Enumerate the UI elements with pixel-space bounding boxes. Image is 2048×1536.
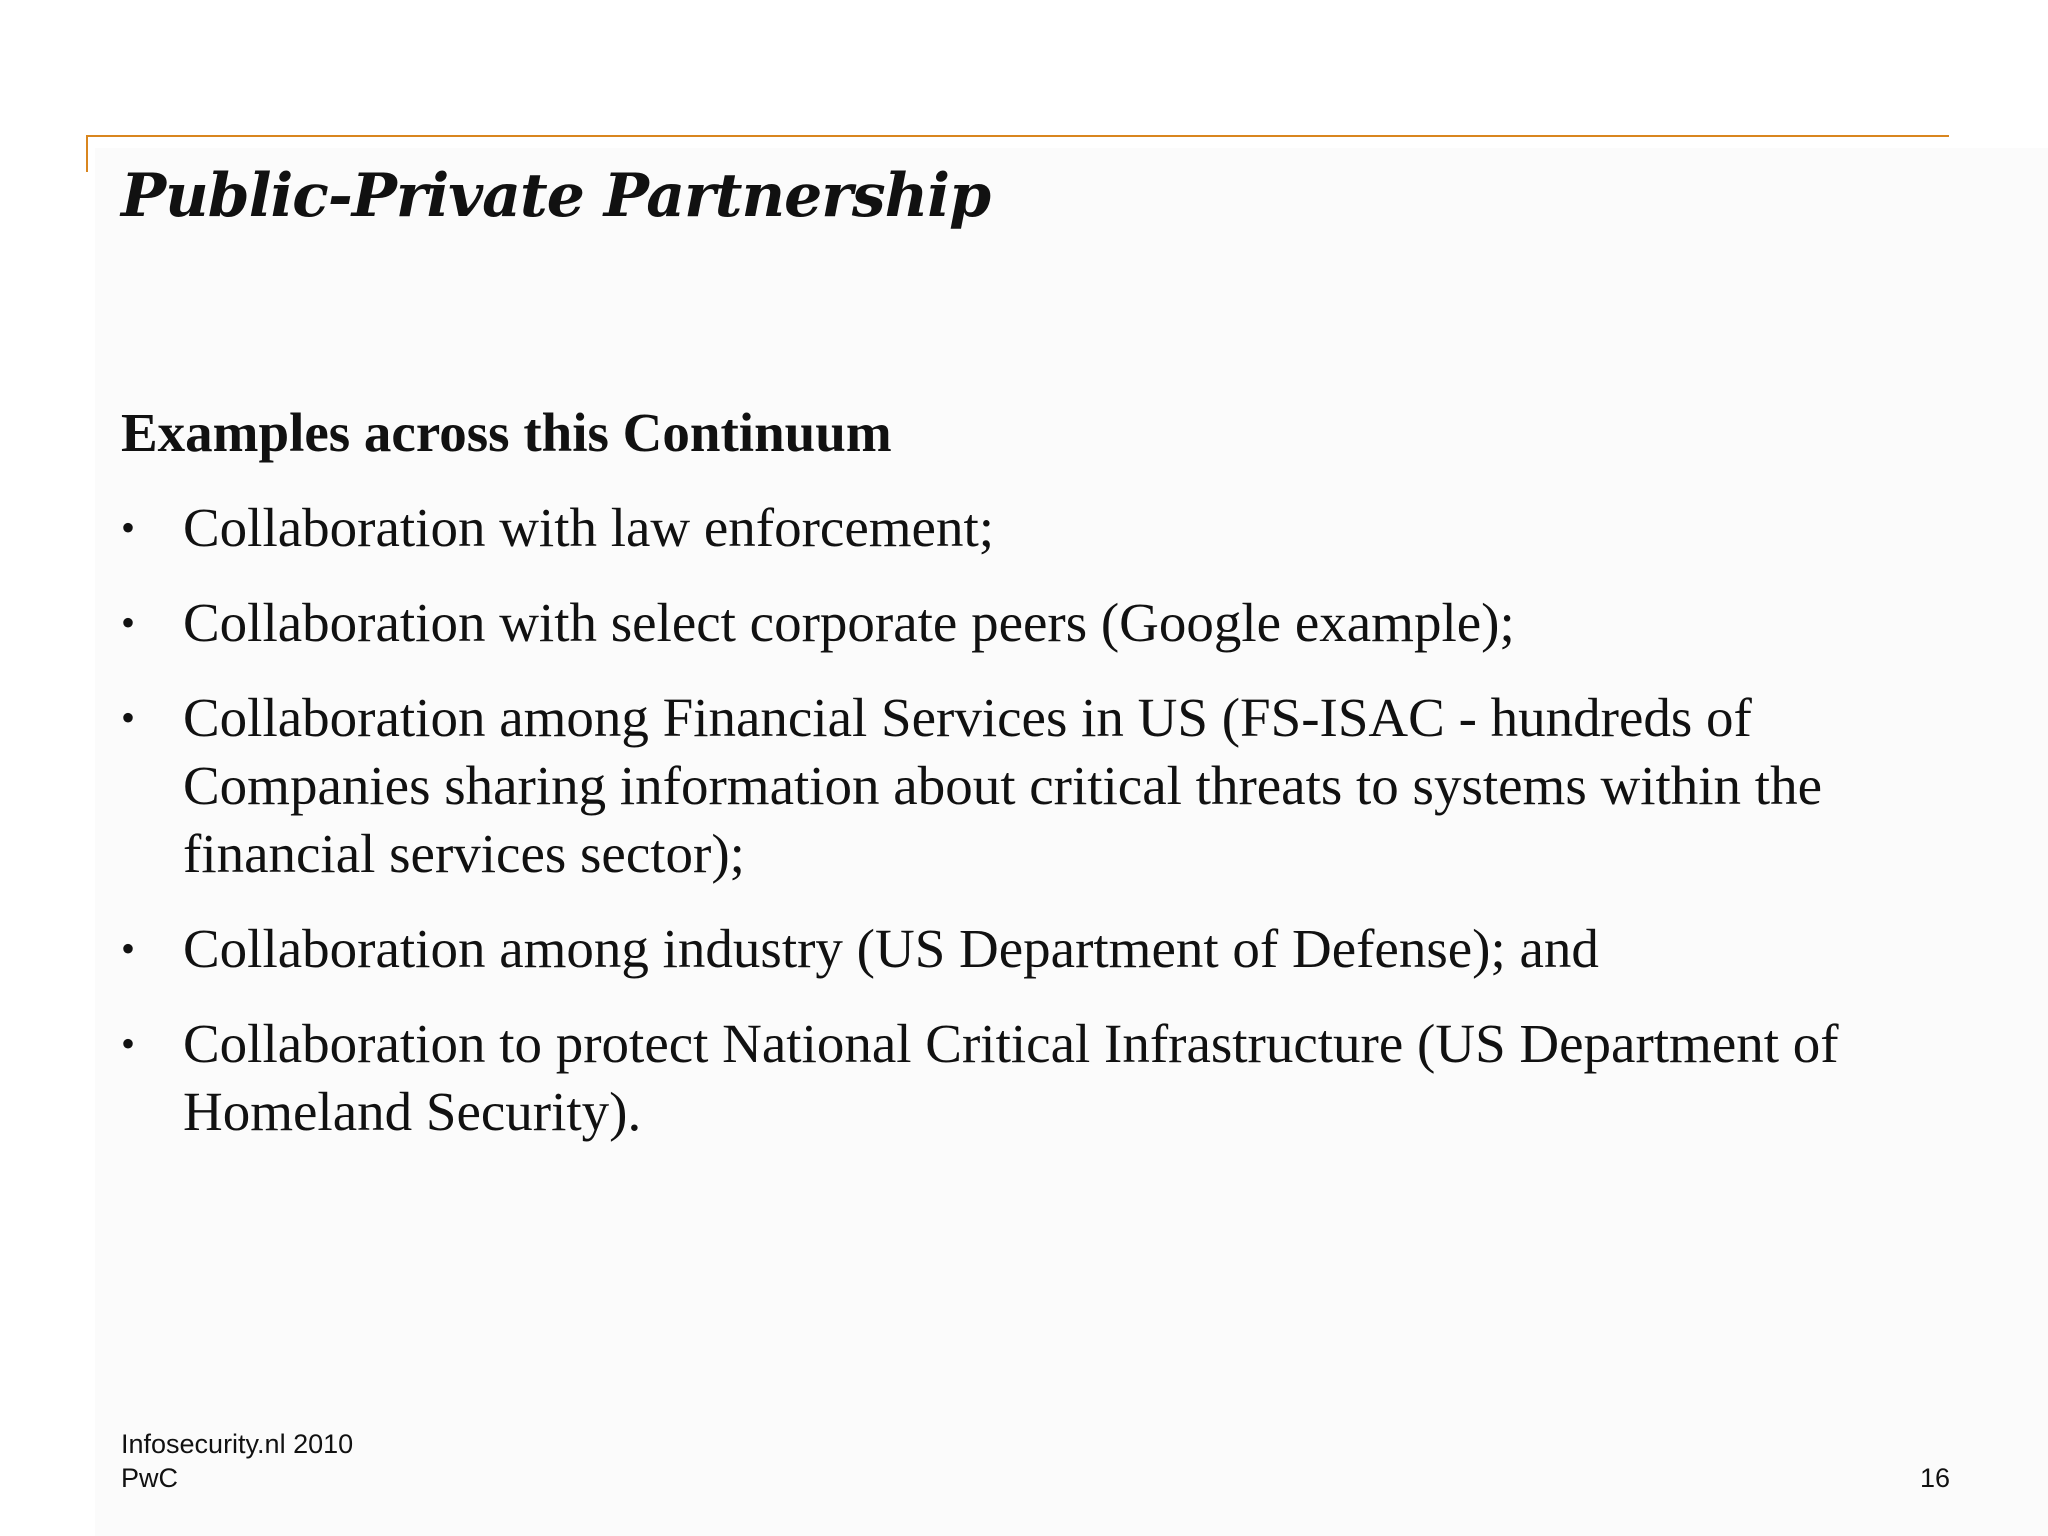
- slide-title: Public-Private Partnership: [121, 161, 991, 231]
- bullet-text: Collaboration with law enforcement;: [183, 497, 995, 558]
- bullet-item: [121, 494, 1931, 562]
- bullet-text: Collaboration among industry (US Department of Defense); and: [183, 918, 1599, 979]
- bullet-icon: •: [121, 600, 136, 645]
- title-rule-horizontal: [86, 135, 1949, 137]
- bullet-item: [121, 1010, 1931, 1146]
- footer-event: Infosecurity.nl 2010: [121, 1429, 354, 1459]
- section-subheading: Examples across this Continuum: [121, 402, 892, 463]
- bullet-text: Collaboration to protect National Critical Infrastructure (US Department of Homeland Security).: [183, 1013, 1839, 1142]
- bullet-list: [121, 494, 1931, 1173]
- footer-company: PwC: [121, 1463, 179, 1493]
- bullet-icon: •: [121, 695, 136, 740]
- title-rule-vertical: [86, 135, 88, 172]
- bullet-item: [121, 915, 1931, 983]
- bullet-item: [121, 589, 1931, 657]
- bullet-text: Collaboration with select corporate peers (Google example);: [183, 592, 1515, 653]
- bullet-item: [121, 684, 1931, 888]
- bullet-icon: •: [121, 1021, 136, 1066]
- footer-source: [121, 1427, 353, 1495]
- page-number: 16: [1919, 1463, 1950, 1493]
- bullet-icon: •: [121, 926, 136, 971]
- bullet-text: Collaboration among Financial Services in US (FS-ISAC - hundreds of Companies sharing information about critical threats to systems within the financial services sector);: [183, 687, 1822, 884]
- bullet-icon: •: [121, 505, 136, 550]
